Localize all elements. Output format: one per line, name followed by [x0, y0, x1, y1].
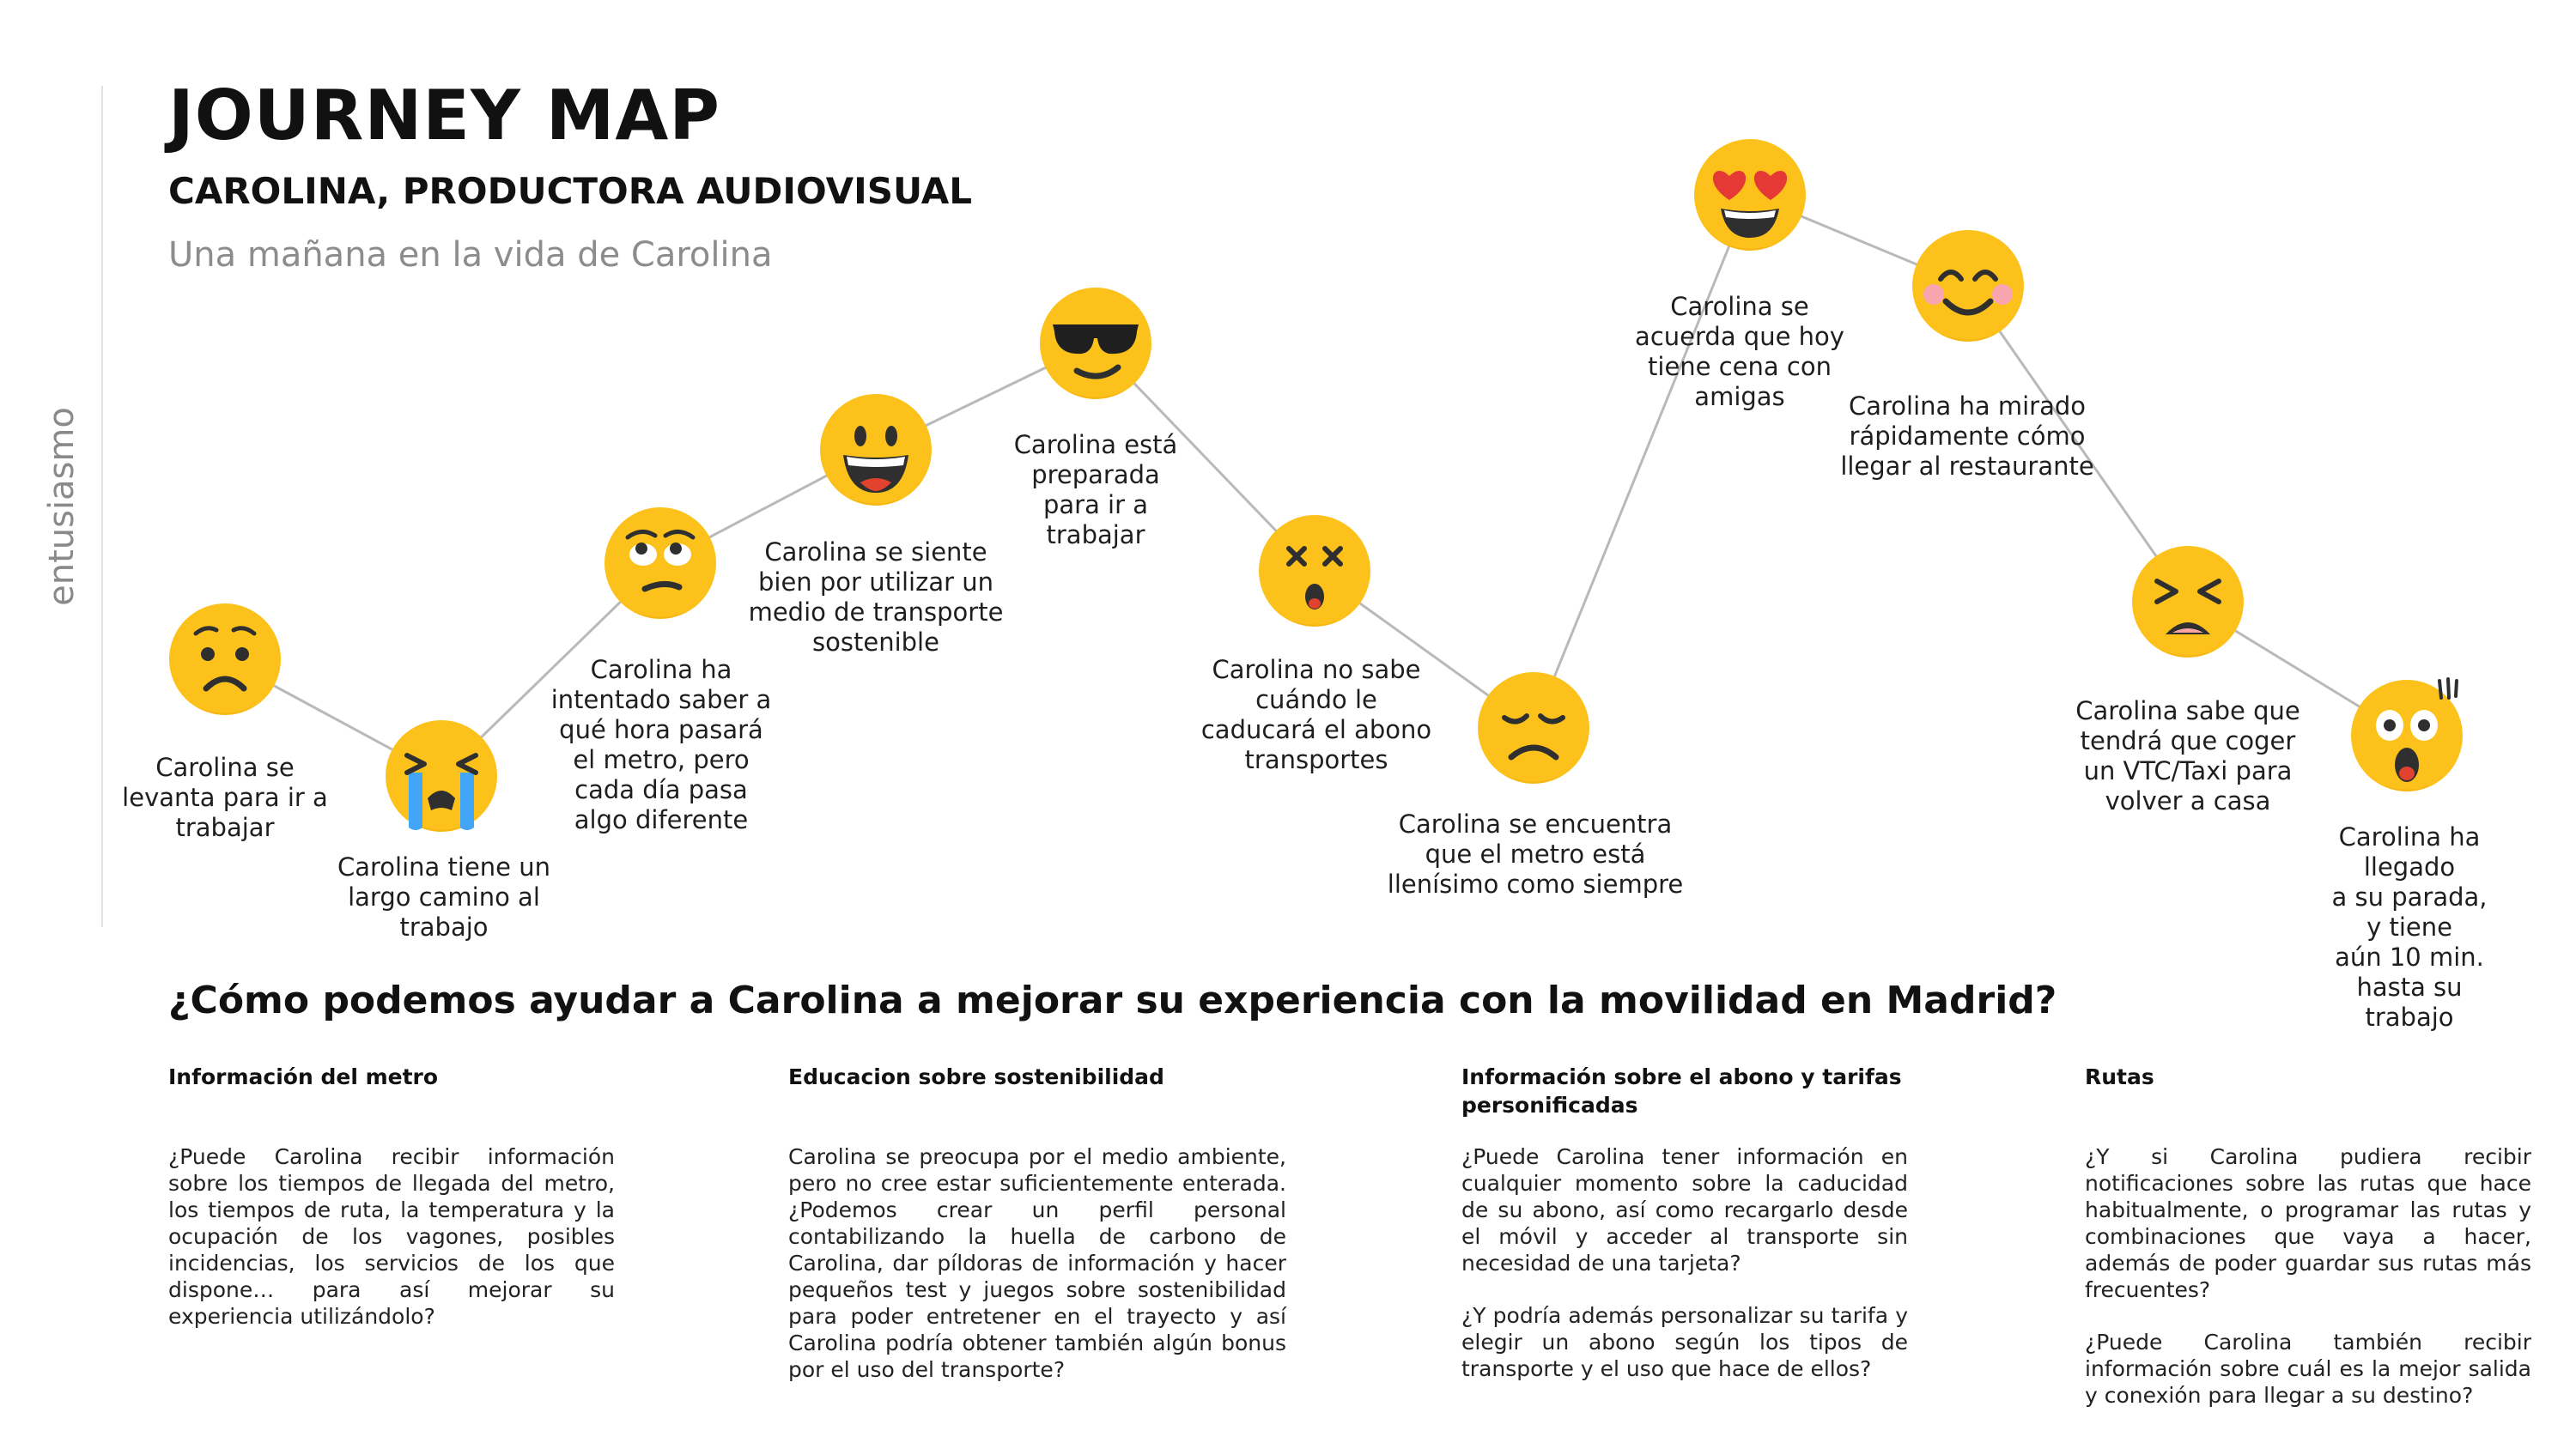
caption-line: tiene cena con: [1648, 352, 1832, 381]
caption-line: preparada: [1031, 460, 1160, 489]
caption-line: algo diferente: [574, 805, 749, 834]
caption-line: Carolina sabe que: [2075, 696, 2300, 725]
caption-line: llegar al restaurante: [1840, 452, 2094, 481]
caption-line: el metro, pero: [573, 745, 750, 774]
caption-line: cada día pasa: [574, 775, 748, 804]
caption-line: rápidamente cómo: [1849, 421, 2086, 451]
caption-line: caducará el abono: [1200, 715, 1432, 744]
column-heading: Educacion sobre sostenibilidad: [788, 1064, 1164, 1089]
grinning-face-icon: [820, 394, 932, 506]
heart-eyes-face-icon: [1694, 139, 1806, 251]
persevering-face-icon: [2132, 546, 2244, 658]
caption-line: trabajo: [399, 912, 489, 942]
caption-line: para ir a: [1042, 490, 1149, 519]
journey-step-caption: [337, 852, 550, 943]
insight-column-abono: [1461, 1063, 1908, 1408]
smiling-face-icon: [1912, 230, 2024, 342]
sunglasses-face-icon: [1040, 288, 1151, 399]
journey-step-caption: [1388, 809, 1683, 900]
caption-line: levanta para ir a: [122, 783, 328, 812]
journey-tagline: Una mañana en la vida de Carolina: [168, 235, 773, 275]
how-might-we-question: ¿Cómo podemos ayudar a Carolina a mejorar su experiencia con la movilidad en Madrid?: [168, 979, 2057, 1022]
dizzy-face-icon: [1259, 515, 1370, 627]
caption-line: Carolina se encuentra: [1398, 809, 1673, 839]
caption-line: qué hora pasará: [559, 715, 763, 744]
axis-label: entusiasmo: [42, 407, 82, 606]
caption-line: bien por utilizar un: [757, 567, 994, 597]
journey-step-caption: [122, 753, 328, 843]
caption-line: transportes: [1244, 745, 1388, 774]
column-paragraph: ¿Puede Carolina recibir información sobre los tiempos de llegada del metro, los tiempos de ruta, la temperatura y la ocupación de los vagones, posibles incidencias, los servicios de los que dispone… para así mejorar su experiencia utilizándolo?: [168, 1144, 615, 1329]
journey-step-caption: [1840, 391, 2093, 482]
caption-line: sostenible: [812, 627, 939, 657]
journey-step-caption: [1635, 292, 1844, 412]
journey-step-caption: [749, 537, 1004, 658]
worried-face-icon: [169, 603, 281, 715]
journey-step-caption: [551, 655, 772, 835]
disappointed-face-icon: [1478, 672, 1589, 784]
caption-line: Carolina se: [155, 753, 295, 782]
journey-step-caption: [2075, 696, 2300, 816]
caption-line: Carolina ha: [590, 655, 732, 684]
column-paragraph: ¿Puede Carolina tener información en cualquier momento sobre la caducidad de su abono, así como recargarlo desde el móvil y acceder al transporte sin necesidad de una tarjeta?: [1461, 1144, 1908, 1276]
column-paragraph: Carolina se preocupa por el medio ambiente, pero no cree estar suficientemente enterada. ¿Podemos crear un perfil personal contabilizando la huella de carbono de Carolina, dar píldoras de información y hacer pequeños test y juegos sobre sostenibilidad para poder entretener en el trayecto y así Carolina podría obtener también algún bonus por el uso del transporte?: [788, 1144, 1286, 1382]
caption-line: Carolina ha llegado: [2338, 822, 2481, 882]
shocked-face-icon: [2351, 679, 2463, 791]
journey-connector: [1534, 195, 1750, 728]
insight-column-sostenibilidad: [788, 1063, 1286, 1409]
caption-line: cuándo le: [1255, 685, 1377, 714]
column-paragraph: ¿Y si Carolina pudiera recibir notificaciones sobre las rutas que hace habitualmente, o programar las rutas y combinaciones que vaya a hacer, además de poder guardar sus rutas más frecuentes?: [2085, 1144, 2531, 1302]
caption-line: aún 10 min. hasta su: [2335, 943, 2484, 1002]
caption-line: Carolina tiene un: [337, 852, 551, 882]
caption-line: trabajar: [1046, 520, 1145, 549]
page-title: JOURNEY MAP: [168, 76, 720, 155]
column-heading: Información del metro: [168, 1064, 439, 1089]
caption-line: Carolina no sabe: [1212, 655, 1421, 684]
eye-roll-face-icon: [605, 507, 716, 619]
journey-step-caption: [1014, 430, 1178, 550]
caption-line: un VTC/Taxi para: [2083, 756, 2293, 785]
crying-face-icon: [386, 720, 497, 832]
caption-line: Carolina se siente: [764, 537, 987, 567]
caption-line: Carolina está: [1013, 430, 1178, 459]
caption-line: largo camino al: [348, 882, 540, 912]
caption-line: volver a casa: [2105, 786, 2271, 815]
caption-line: a su parada, y tiene: [2331, 882, 2488, 942]
column-paragraph: ¿Y podría además personalizar su tarifa y elegir un abono según los tipos de transporte y el uso que hace de ellos?: [1461, 1303, 1908, 1381]
caption-line: llenísimo como siempre: [1387, 870, 1684, 899]
caption-line: que el metro está: [1425, 840, 1646, 869]
caption-line: trabajar: [175, 813, 275, 842]
journey-step-caption: [1201, 655, 1431, 775]
persona-subtitle: CAROLINA, PRODUCTORA AUDIOVISUAL: [168, 170, 973, 212]
insight-column-metro: [168, 1063, 615, 1355]
caption-line: amigas: [1694, 382, 1785, 411]
caption-line: acuerda que hoy: [1635, 322, 1844, 351]
insight-column-rutas: [2085, 1063, 2531, 1434]
caption-line: trabajo: [2365, 1003, 2454, 1032]
caption-line: Carolina ha mirado: [1848, 391, 2087, 421]
caption-line: tendrá que coger: [2080, 726, 2296, 755]
column-paragraph: ¿Puede Carolina también recibir información sobre cuál es la mejor salida y conexión para llegar a su destino?: [2085, 1330, 2531, 1408]
journey-step-caption: [2326, 822, 2493, 1033]
column-heading: Rutas: [2085, 1064, 2154, 1089]
caption-line: intentado saber a: [550, 685, 772, 714]
caption-line: medio de transporte: [748, 597, 1004, 627]
caption-line: Carolina se: [1670, 292, 1809, 321]
column-heading: Información sobre el abono y tarifas personificadas: [1461, 1064, 1902, 1118]
